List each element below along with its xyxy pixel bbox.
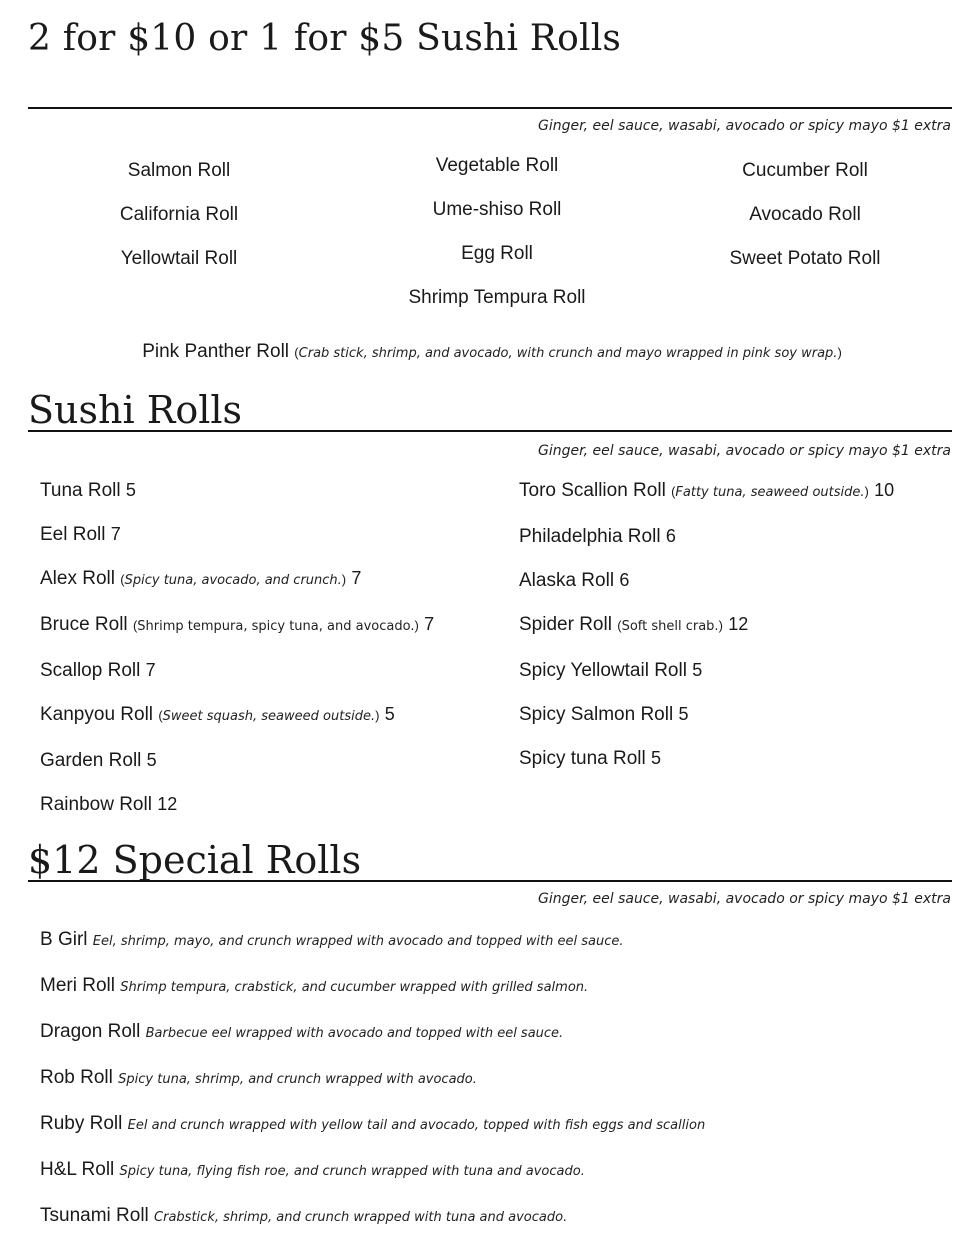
section-title-sushi-rolls: Sushi Rolls	[28, 388, 243, 432]
item-description: Barbecue eel wrapped with avocado and topped with eel sauce.	[145, 1026, 564, 1041]
item-description: Shrimp tempura, spicy tuna, and avocado.	[137, 619, 415, 634]
item-description: Crab stick, shrimp, and avocado, with crunch and mayo wrapped in pink soy wrap.	[298, 346, 838, 361]
item-price: 7	[424, 614, 435, 634]
menu-item	[519, 526, 676, 548]
item-description: Spicy tuna, avocado, and crunch.	[124, 573, 342, 588]
menu-item: Bruce Roll (Shrimp tempura, spicy tuna, and avocado.) 7	[40, 614, 435, 635]
item-price: 5	[651, 748, 662, 768]
item-description: Crabstick, shrimp, and crunch wrapped with tuna and avocado.	[154, 1210, 568, 1225]
extras-note: Ginger, eel sauce, wasabi, avocado or spicy mayo $1 extra	[538, 443, 951, 459]
section-divider	[28, 107, 952, 109]
item-description: Sweet squash, seaweed outside.	[162, 709, 376, 724]
menu-item: California Roll	[119, 204, 239, 225]
item-price: 6	[619, 570, 630, 590]
item-price: 5	[146, 750, 157, 770]
menu-item: Vegetable Roll	[435, 155, 559, 176]
item-price: 5	[692, 660, 703, 680]
section-title-special-rolls: $12 Special Rolls	[28, 838, 362, 882]
item-name: Rob Roll	[40, 1067, 113, 1088]
item-price: 7	[110, 524, 121, 544]
item-name: Spicy Salmon Roll	[519, 704, 674, 725]
item-price: 5	[678, 704, 689, 724]
item-name: Kanpyou Roll	[40, 704, 154, 725]
menu-item: Shrimp Tempura Roll	[408, 287, 586, 308]
item-name: Dragon Roll	[40, 1021, 141, 1042]
menu-item	[40, 1159, 585, 1181]
item-name: Spicy tuna Roll	[519, 748, 646, 769]
menu-item	[40, 1021, 563, 1043]
menu-item: Egg Roll	[461, 243, 533, 264]
item-name: Tsunami Roll	[40, 1205, 149, 1226]
item-price: 7	[145, 660, 156, 680]
item-name: Spicy Yellowtail Roll	[519, 660, 687, 681]
menu-item	[40, 524, 121, 546]
menu-item	[40, 929, 623, 951]
menu-item: Salmon Roll	[127, 160, 231, 181]
menu-item	[40, 1113, 705, 1135]
section-divider	[28, 430, 952, 432]
pink-panther-roll: Pink Panther Roll (Crab stick, shrimp, and avocado, with crunch and mayo wrapped in pink soy wrap.)	[142, 341, 842, 362]
item-name: Bruce Roll	[40, 614, 128, 635]
item-name: Ruby Roll	[40, 1113, 123, 1134]
menu-item	[40, 1205, 567, 1227]
item-description: Eel and crunch wrapped with yellow tail and avocado, topped with fish eggs and scallion	[127, 1118, 706, 1133]
menu-item: Ume-shiso Roll	[432, 199, 562, 220]
menu-item: Spider Roll (Soft shell crab.) 12	[519, 614, 749, 635]
menu-item	[40, 660, 156, 682]
extras-note: Ginger, eel sauce, wasabi, avocado or spicy mayo $1 extra	[538, 891, 951, 907]
item-name: B Girl	[40, 929, 88, 950]
section-title-2for10: 2 for $10 or 1 for $5 Sushi Rolls	[28, 18, 622, 59]
section-divider	[28, 880, 952, 882]
item-description: Shrimp tempura, crabstick, and cucumber wrapped with grilled salmon.	[120, 980, 589, 995]
item-name: Spider Roll	[519, 614, 612, 635]
item-name: Rainbow Roll	[40, 794, 152, 815]
item-name: Meri Roll	[40, 975, 115, 996]
item-name: Alaska Roll	[519, 570, 615, 591]
item-name: Pink Panther Roll	[142, 341, 290, 362]
item-price: 6	[665, 526, 676, 546]
item-name: Tuna Roll	[40, 480, 121, 501]
item-price: 12	[157, 794, 178, 814]
item-name: Eel Roll	[40, 524, 106, 545]
item-name: Philadelphia Roll	[519, 526, 661, 547]
menu-item: Cucumber Roll	[742, 160, 868, 181]
menu-item	[519, 748, 661, 770]
item-description: Spicy tuna, flying fish roe, and crunch wrapped with tuna and avocado.	[119, 1164, 585, 1179]
item-description: Soft shell crab.	[621, 619, 719, 634]
item-price: 12	[728, 614, 749, 634]
menu-item	[519, 660, 702, 682]
menu-item: Avocado Roll	[749, 204, 861, 225]
item-description: Spicy tuna, shrimp, and crunch wrapped with avocado.	[118, 1072, 477, 1087]
menu-item	[40, 480, 136, 502]
menu-item: Sweet Potato Roll	[729, 248, 881, 269]
menu-item	[519, 570, 629, 592]
item-price: 10	[874, 480, 895, 500]
extras-note: Ginger, eel sauce, wasabi, avocado or spicy mayo $1 extra	[538, 118, 951, 134]
menu-item	[40, 750, 157, 772]
item-price: 5	[125, 480, 136, 500]
item-name: Scallop Roll	[40, 660, 141, 681]
item-price: 7	[351, 568, 362, 588]
item-price: 5	[384, 704, 395, 724]
item-description: Fatty tuna, seaweed outside.	[675, 485, 865, 500]
menu-item	[519, 704, 688, 726]
item-name: Garden Roll	[40, 750, 142, 771]
item-name: Toro Scallion Roll	[519, 480, 666, 501]
menu-item: Kanpyou Roll (Sweet squash, seaweed outside.) 5	[40, 704, 395, 725]
menu-item	[40, 794, 177, 816]
menu-item: Yellowtail Roll	[120, 248, 238, 269]
menu-item: Alex Roll (Spicy tuna, avocado, and crunch.) 7	[40, 568, 362, 589]
menu-item: Toro Scallion Roll (Fatty tuna, seaweed outside.) 10	[519, 480, 895, 501]
menu-item	[40, 975, 588, 997]
menu-item	[40, 1067, 477, 1089]
item-name: H&L Roll	[40, 1159, 115, 1180]
item-name: Alex Roll	[40, 568, 115, 589]
item-description: Eel, shrimp, mayo, and crunch wrapped with avocado and topped with eel sauce.	[92, 934, 624, 949]
